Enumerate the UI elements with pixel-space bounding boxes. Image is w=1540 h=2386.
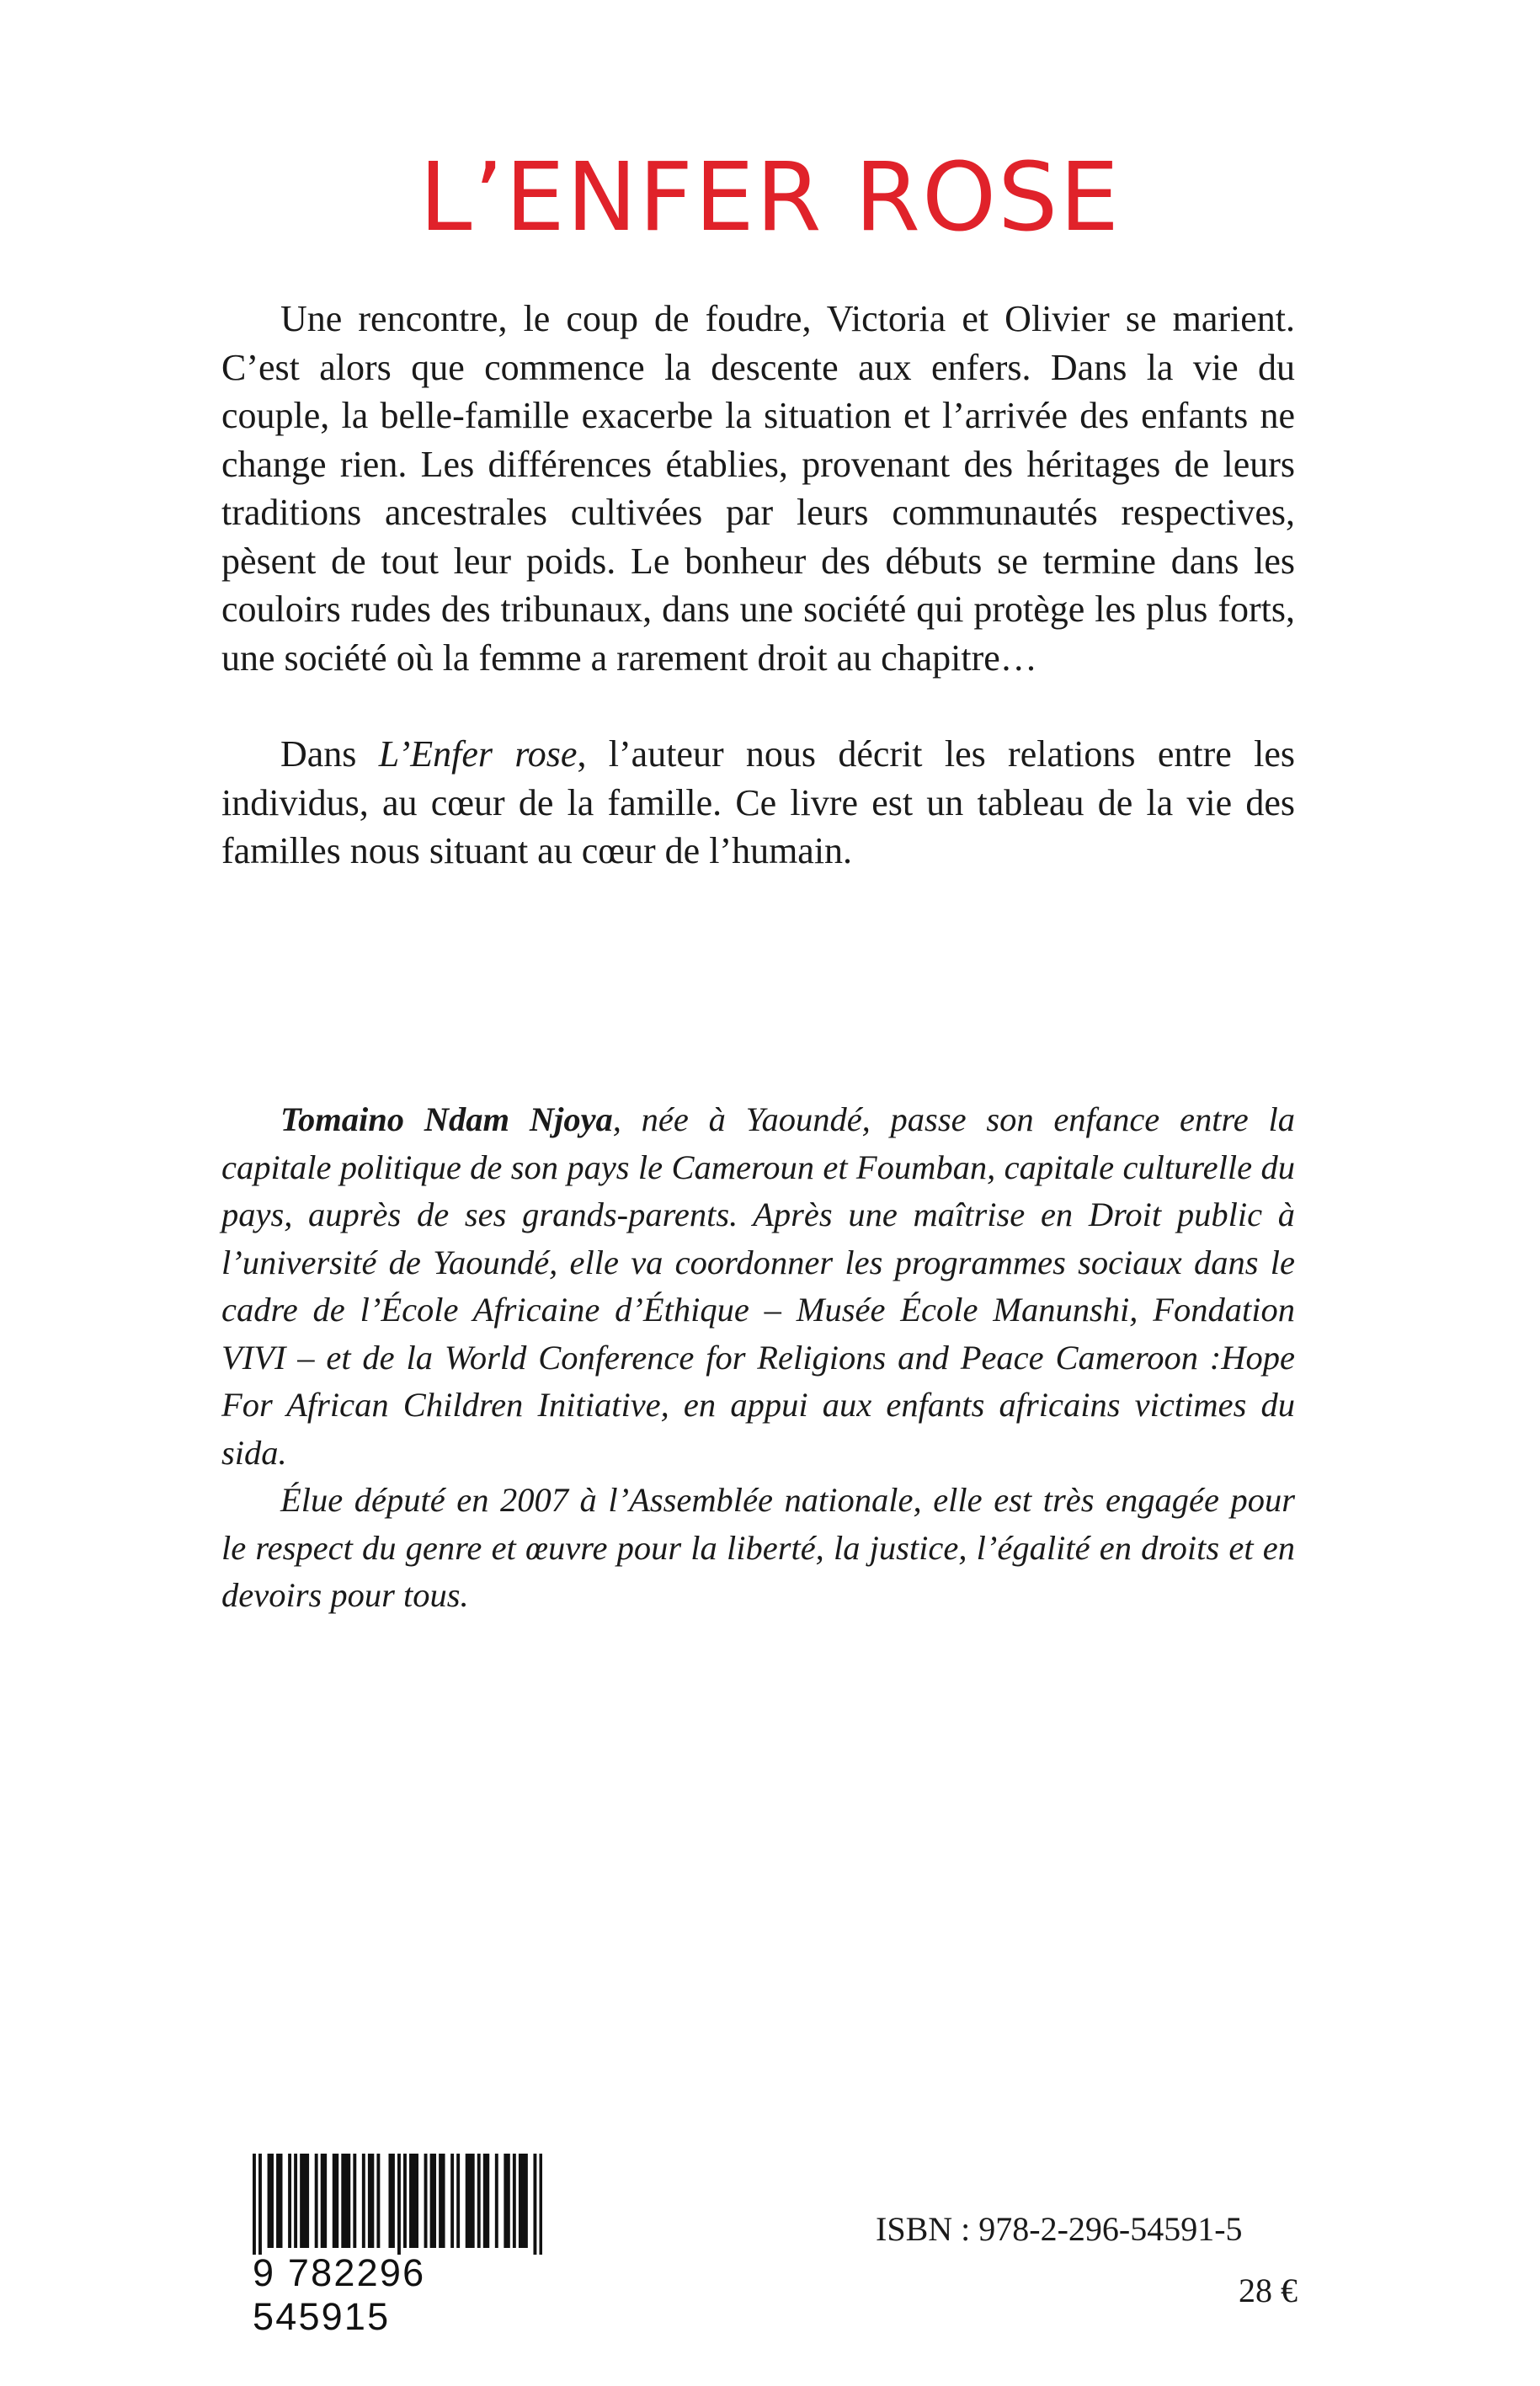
barcode-bar <box>294 2154 297 2248</box>
barcode-bar <box>415 2154 418 2248</box>
barcode-bar <box>533 2154 536 2255</box>
barcode-bar <box>413 2154 416 2248</box>
price: 28 € <box>1239 2271 1298 2309</box>
barcode-bar <box>321 2154 324 2248</box>
barcode-bar <box>341 2154 344 2248</box>
barcode-bars <box>253 2154 542 2255</box>
barcode-bar <box>323 2154 327 2248</box>
barcode-bar <box>270 2154 274 2248</box>
isbn: ISBN : 978-2-296-54591-5 <box>876 2210 1243 2248</box>
barcode-bar <box>368 2154 371 2248</box>
author-bio <box>221 1096 1295 1620</box>
synopsis-paragraph-1: Une rencontre, le coup de foudre, Victoria et Olivier se marient. C’est alors que commence la descente aux enfers. Dans la vie du couple, la belle-famille exacerbe la situation et l’arrivée des enfants ne change rien. Les différences établies, provenant des héritages de leurs traditions ancestrales cultivées par leurs communautés respectives, pèsent de tout leur poids. Le bonheur des débuts se termine dans les couloirs rudes des tribunaux, dans une société qui protège les plus forts, une société où la femme a rarement droit au chapitre… <box>221 298 1295 679</box>
barcode-bar <box>397 2154 401 2255</box>
bio-paragraph-1 <box>221 1096 1295 1477</box>
barcode-bar <box>472 2154 475 2248</box>
barcode-bar <box>335 2154 338 2248</box>
barcode-bar <box>344 2154 348 2248</box>
barcode-bar <box>268 2154 271 2248</box>
barcode-bar <box>362 2154 365 2248</box>
barcode-bar <box>409 2154 413 2248</box>
barcode-bar <box>376 2154 380 2248</box>
barcode-bar <box>288 2154 291 2248</box>
barcode-bar <box>280 2154 283 2248</box>
barcode-bar <box>347 2154 350 2248</box>
barcode-bar <box>276 2154 280 2248</box>
barcode-digits: 9 782296 545915 <box>253 2251 426 2338</box>
barcode-bar <box>525 2154 528 2248</box>
barcode-bar <box>303 2154 306 2248</box>
barcode-bar <box>483 2154 487 2248</box>
barcode-bar <box>306 2154 309 2248</box>
barcode-bar <box>430 2154 434 2248</box>
barcode-bar <box>513 2154 516 2248</box>
barcode-bar <box>315 2154 318 2248</box>
barcode-bar <box>439 2154 442 2248</box>
synopsis-p2-rest: , l’auteur nous décrit les relations entre les individus, au cœur de la famille. Ce livre est un tableau de la vie des familles nous situant au cœur de l’humain. <box>221 733 1295 871</box>
barcode-bar <box>392 2154 395 2248</box>
barcode-bar <box>477 2154 481 2248</box>
barcode-bar <box>450 2154 454 2248</box>
barcode-bar <box>433 2154 436 2248</box>
barcode-bar <box>507 2154 510 2248</box>
barcode-bar <box>456 2154 460 2248</box>
barcode-bar <box>486 2154 489 2248</box>
barcode-bar <box>539 2154 542 2255</box>
barcode-bar <box>495 2154 498 2248</box>
barcode-bar <box>466 2154 469 2248</box>
book-title: L’ENFER ROSE <box>419 143 1121 253</box>
barcode-bar <box>424 2154 428 2248</box>
barcode-bar <box>442 2154 445 2248</box>
barcode-bar <box>370 2154 374 2248</box>
barcode-bar <box>253 2154 256 2255</box>
barcode-bar <box>403 2154 407 2248</box>
book-title-inline: L’Enfer rose <box>378 733 578 775</box>
synopsis-paragraph-2 <box>221 730 1295 876</box>
barcode-bar <box>333 2154 336 2248</box>
barcode-bar <box>504 2154 507 2248</box>
barcode-bar <box>468 2154 472 2248</box>
barcode-bar <box>258 2154 262 2255</box>
synopsis-p2-lead: Dans <box>280 733 379 775</box>
synopsis <box>221 295 1295 876</box>
bio-paragraph-2: Élue député en 2007 à l’Assemblée nationale, elle est très engagée pour le respect du genre et œuvre pour la liberté, la justice, l’égalité en droits et en devoirs pour tous. <box>221 1481 1295 1614</box>
barcode-bar <box>519 2154 522 2248</box>
barcode <box>253 2154 542 2338</box>
barcode-bar <box>353 2154 356 2248</box>
bio-p1-rest: , née à Yaoundé, passe son enfance entre la capitale politique de son pays le Cameroun et Foumban, capitale culturelle du pays, auprès de ses grands-parents. Après une maîtrise en Droit public à l’université de Yaoundé, elle va coordonner les programmes sociaux dans le cadre de l’École Africaine d’Éthique – Musée École Manunshi, Fondation VIVI – et de la World Conference for Religions and Peace Cameroon :Hope For African Children Initiative, en appui aux enfants africains victimes du sida. <box>221 1100 1295 1472</box>
barcode-bar <box>521 2154 525 2248</box>
author-name: Tomaino Ndam Njoya <box>280 1100 613 1138</box>
barcode-bar <box>388 2154 392 2248</box>
barcode-bar <box>300 2154 303 2248</box>
